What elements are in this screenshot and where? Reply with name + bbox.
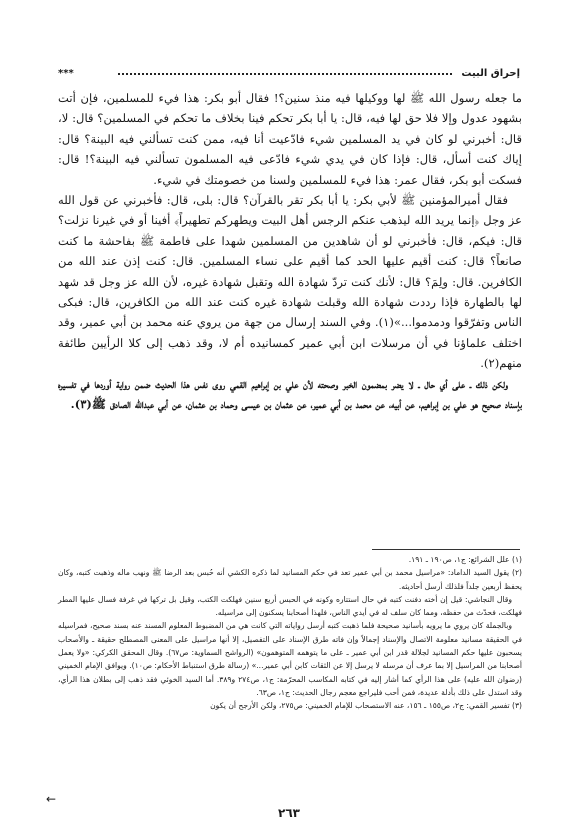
paragraph: ما جعله رسول الله ﷺ لها ووكيلها فيه منذ سنين؟! فقال أبو بكر: هذا فيء للمسلمين، فإن أتت بشهود عدول وإلا فلا حق لها فيه، قال: يا أبا بكر تحكم فينا بخلاف ما تحكم في المسلمين؟ قال: لا، قال: أخبرني لو كان في يد المسلمين شيء فادّعيت أنا فيه، ممن كنت تسألني فيه البينة؟ قال: إياك كنت أسأل، قال: فإذا كان في يدي شيء فادّعى فيه المسلمون تسألني فيه البينة؟! قال: فسكت أبو بكر، فقال عمر: هذا فيء للمسلمين ولسنا من خصومتك في شيء.: [58, 91, 522, 187]
header-dotted-rule: [118, 73, 452, 75]
footnote-separator: [372, 549, 520, 550]
footnote: وقال النجاشي: قيل إن أخته دفنت كتبه في حال استتاره وكونه في الحبس أربع سنين فهلكت الكتب، وقيل بل تركها في غرفة فسال عليها المطر فهلكت، فحدّث من حفظه، ومما كان سلف له في أيدي الناس، فلهذا أصحابنا يسكنون إلى مراسيله.: [58, 594, 522, 618]
footnote: (١) علل الشرائع: ج١، ص١٩٠ ـ ١٩١.: [408, 555, 522, 564]
running-title: إحراق البيت: [461, 68, 520, 79]
running-header: [58, 66, 520, 82]
paragraph: ولكن ذلك ـ على أي حال ـ لا يضر بمضمون الخبر وصحته لأن علي بن إبراهيم القمي روى نفس هذا الحديث ضمن رواية أوردها في تفسيره بإسناد صحيح هو علي بن إبراهيم، عن أبيه، عن محمد بن أبي عمير، عن عثمان بن عيسى وحماد بن عثمان، عن أبي عبدالله الصادق ﷺ(٣).: [58, 376, 522, 412]
paragraph: فقال أميرالمؤمنين ﷺ لأبي بكر: يا أبا بكر تقر بالقرآن؟ قال: بلى، قال: فأخبرني عن قول الله عز وجل ﴿إنما يريد الله ليذهب عنكم الرجس أهل البيت ويطهركم تطهيراً﴾ أفينا أو في غيرنا نزلت؟ قال: فيكم، قال: فأخبرني لو أن شاهدين من المسلمين شهدا على فاطمة ﷺ بفاحشة ما كنت صانعاً؟ قال: كنت أقيم عليها الحد كما أقيم على نساء المسلمين. قال: كنت إذن عند الله من الكافرين. قال: ولِمَ؟ قال: لأنك كنت تردّ شهادة الله وتقبل شهادة غيره، لأن الله عز وجل قد شهد لها بالطهارة فإذا رددت شهادة الله وقبلت شهادة غيره كنت عند الله من الكافرين، قال: فبكى الناس وتفرّقوا ودمدموا...»(١). وفي السند إرسال من جهة من يروي عنه محمد بن أبي عمير، وقد اختلف علماؤنا في أن مرسلات ابن أبي عمير كمسانيده أم لا، وقد ذهب إلى كلا الرأيين طائفة منهم(٢).: [58, 193, 522, 371]
footnotes: [58, 553, 522, 713]
footnote: وبالجملة كان يروي ما يرويه بأسانيد صحيحة فلما ذهبت كتبه أرسل رواياته التي كانت هي من المضبوط المعلوم المسند عنه بسند صحيح، فمراسيله في الحقيقة مسانيد معلومة الاتصال والإسناد إجمالاً وإن فاته طرق الإسناد على التفصيل، إلا أنها مراسيل على المعنى المصطلح حقيقة ـ والأصحاب يسحبون عليها حكم المسانيد لجلالة قدر ابن أبي عمير ـ على ما يتوهمه المتوهمون» (الرواشح السماوية: ص٦٧). وقال المحقق الكركي: «ولا يعمل أصحابنا من المراسيل إلا بما عرف أن مرسله لا يرسل إلا عن الثقات كابن أبي عمير...» (رسالة طرق استنباط الأحكام: ص١٠). ويوافق الإمام الخميني (رضوان الله عليه) على هذا الرأي كما أشار إليه في كتابه المكاسب المحرّمة: ج١، ص٢٧٤ و٣٨٩. أما السيد الخوئي فقد ذهب إلى بطلان هذا الرأي، وقد استدل على ذلك بأدلة عديدة، فمن أحب فليراجع معجم رجال الحديث: ج١، ص٦٣.: [58, 621, 523, 697]
footnote: (٣) تفسير القمي: ج٢، ص١٥٥ ـ ١٥٦، عنه الاستصحاب للإمام الخميني: ص٢٧٥، ولكن الأرجح أن يكون: [210, 701, 522, 711]
main-text: [58, 88, 522, 415]
footnote: (٢) يقول السيد الداماد: «مراسيل محمد بن أبي عمير تعد في حكم المسانيد لما ذكره الكشي أنه حُبس بعد الرضا ﷺ ونهب ماله وذهبت كتبه، وكان يحفظ أربعين جلداً فلذلك أرسل أحاديثه.: [58, 568, 522, 591]
page-number: ٢٦٣: [278, 806, 300, 820]
header-stars: ***: [58, 68, 74, 79]
continuation-arrow-icon: ←: [46, 792, 57, 806]
